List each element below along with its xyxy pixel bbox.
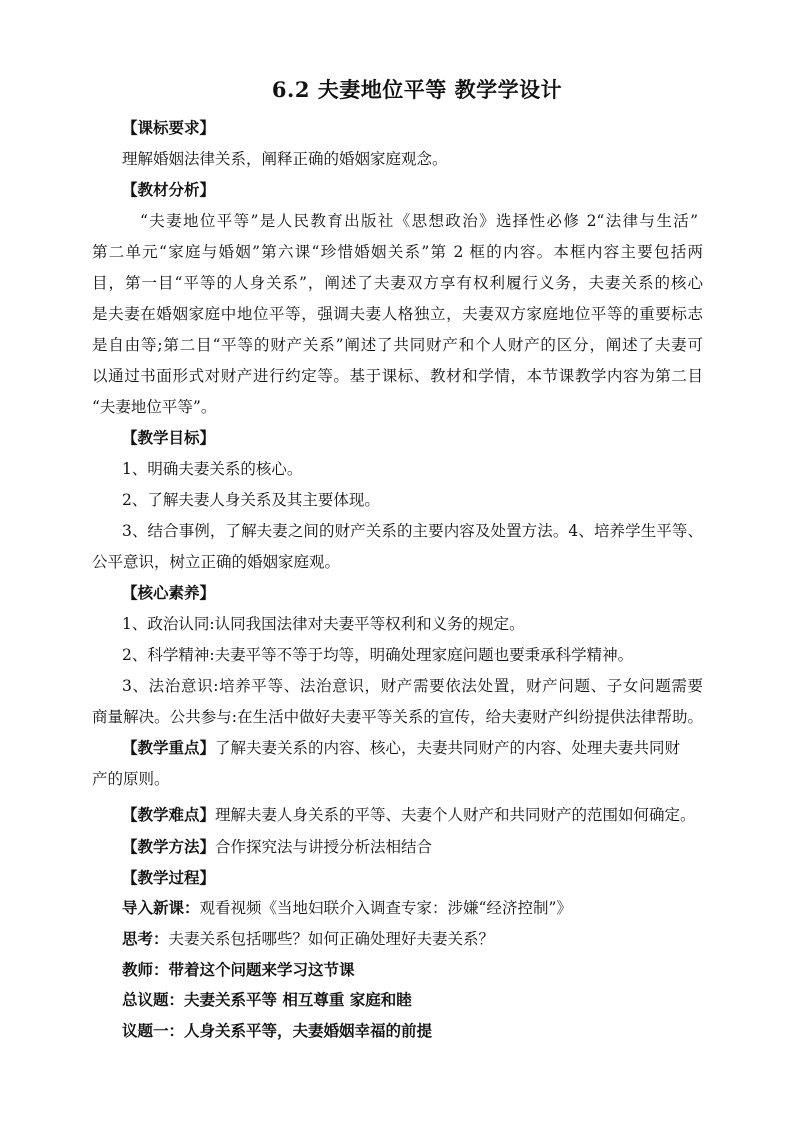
objective-item: 公平意识，树立正确的婚姻家庭观。 — [92, 553, 341, 571]
key-points-heading: 【教学重点】 — [122, 738, 216, 757]
difficulties-text: 理解夫妻人身关系的平等、夫妻个人财产和共同财产的范围如何确定。 — [215, 806, 696, 824]
intro-line — [122, 898, 572, 918]
think-line — [122, 929, 494, 949]
literacy-item: 商量解决。公共参与:在生活中做好夫妻平等关系的宣传，给夫妻财产纠纷提供法律帮助。 — [92, 708, 703, 726]
literacy-item: 2、科学精神:夫妻平等不等于均等，明确处理家庭问题也要秉承科学精神。 — [122, 646, 634, 664]
key-points-line — [122, 738, 680, 758]
textbook-heading: 【教材分析】 — [122, 180, 216, 199]
difficulties-heading: 【教学难点】 — [122, 805, 216, 824]
methods-heading: 【教学方法】 — [122, 837, 216, 856]
methods-text: 合作探究法与讲授分析法相结合 — [215, 838, 433, 856]
literacy-heading: 【核心素养】 — [122, 583, 216, 602]
difficulties-line — [122, 805, 696, 825]
topic-one: 议题一：人身关系平等，夫妻婚姻幸福的前提 — [122, 1021, 433, 1040]
textbook-line: 以通过书面形式对财产进行约定等。基于课标、教材和学情，本节课教学内容为第二目 — [92, 367, 703, 385]
curriculum-heading: 【课标要求】 — [122, 118, 216, 137]
intro-text: 观看视频《当地妇联介入调查专家：涉嫌“经济控制”》 — [199, 899, 572, 917]
key-points-continuation: 产的原则。 — [92, 770, 170, 788]
think-text: 夫妻关系包括哪些？如何正确处理好夫妻关系？ — [168, 930, 495, 948]
teacher-line: 教师：带着这个问题来学习这节课 — [122, 960, 355, 979]
objectives-heading: 【教学目标】 — [122, 428, 216, 447]
objective-item: 3、结合事例，了解夫妻之间的财产关系的主要内容及处置方法。4、培养学生平等、 — [122, 522, 703, 540]
textbook-line: “夫妻地位平等”是人民教育出版社《思想政治》选择性必修 2“法律与生活” — [140, 212, 698, 230]
methods-line — [122, 837, 432, 857]
objective-item: 2、了解夫妻人身关系及其主要体现。 — [122, 491, 380, 509]
process-heading: 【教学过程】 — [122, 868, 216, 887]
general-topic: 总议题：夫妻关系平等 相互尊重 家庭和睦 — [122, 990, 412, 1009]
curriculum-text: 理解婚姻法律关系，阐释正确的婚姻家庭观念。 — [122, 150, 448, 168]
textbook-line: 目，第一目“平等的人身关系”，阐述了夫妻双方享有权利履行义务，夫妻关系的核心 — [92, 274, 703, 292]
think-label: 思考： — [122, 929, 169, 948]
objective-item: 1、明确夫妻关系的核心。 — [122, 460, 303, 478]
textbook-line: “夫妻地位平等”。 — [92, 398, 217, 416]
textbook-line: 是自由等;第二目“平等的财产关系”阐述了共同财产和个人财产的区分，阐述了夫妻可 — [92, 336, 703, 354]
key-points-text: 了解夫妻关系的内容、核心，夫妻共同财产的内容、处理夫妻共同财 — [215, 739, 681, 757]
textbook-line: 第二单元“家庭与婚姻”第六课“珍惜婚姻关系”第 2 框的内容。本框内容主要包括两 — [92, 243, 703, 261]
literacy-item: 3、法治意识:培养平等、法治意识，财产需要依法处置，财产问题、子女问题需要 — [122, 677, 703, 695]
literacy-item: 1、政治认同:认同我国法律对夫妻平等权利和义务的规定。 — [122, 615, 525, 633]
document-title: 6.2 夫妻地位平等 教学学设计 — [271, 77, 563, 102]
intro-label: 导入新课： — [122, 898, 200, 917]
textbook-line: 是夫妻在婚姻家庭中地位平等，强调夫妻人格独立，夫妻双方家庭地位平等的重要标志 — [92, 305, 703, 323]
